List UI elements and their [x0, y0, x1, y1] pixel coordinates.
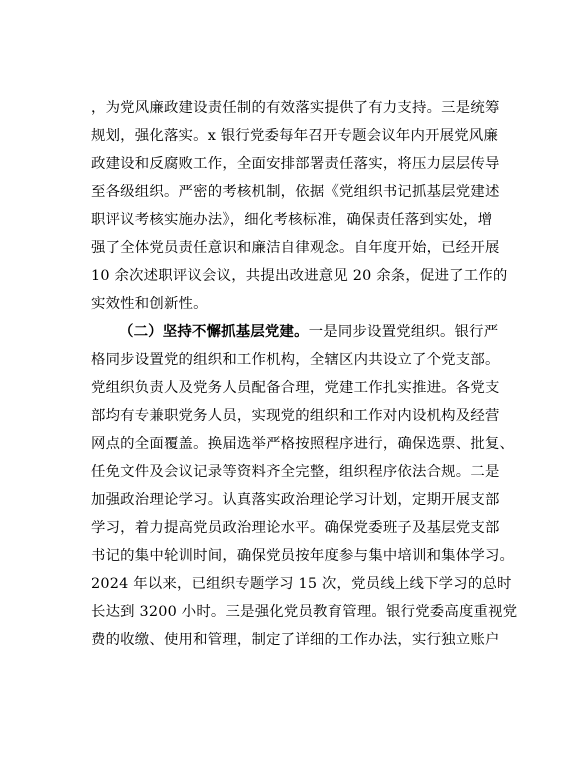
- paragraph-line: 2024 年以来，已组织专题学习 15 次，党员线上线下学习的总时: [91, 576, 512, 592]
- paragraph-line: 学习，着力提高党员政治理论水平。确保党委班子及基层党支部: [91, 520, 500, 536]
- paragraph-line: 至各级组织。严密的考核机制，依据《党组织书记抓基层党建述: [91, 184, 500, 200]
- section-heading: （二）坚持不懈抓基层党建。: [119, 323, 309, 340]
- paragraph-line: 费的收缴、使用和管理，制定了详细的工作办法，实行独立账户: [91, 632, 500, 648]
- paragraph-line: 规划，强化落实。x 银行党委每年召开专题会议年内开展党风廉: [91, 128, 499, 144]
- paragraph-line: 政建设和反腐败工作，全面安排部署责任落实，将压力层层传导: [91, 156, 500, 172]
- paragraph-text: 一是同步设置党组织。银行严: [308, 324, 499, 340]
- paragraph-line: 职评议考核实施办法》，细化考核标准，确保责任落到实处，增: [91, 212, 493, 228]
- paragraph-line: 书记的集中轮训时间，确保党员按年度参与集中培训和集体学习。: [91, 548, 515, 564]
- paragraph-line: 加强政治理论学习。认真落实政治理论学习计划，定期开展支部: [91, 492, 500, 508]
- paragraph-line: 部均有专兼职党务人员，实现党的组织和工作对内设机构及经营: [91, 408, 500, 424]
- paragraph-line: ，为党风廉政建设责任制的有效落实提供了有力支持。三是统筹: [91, 100, 500, 116]
- paragraph-line: 强了全体党员责任意识和廉洁自律观念。自年度开始，已经开展: [91, 240, 500, 256]
- paragraph-line: 实效性和创新性。: [91, 296, 208, 312]
- paragraph-line: 长达到 3200 小时。三是强化党员教育管理。银行党委高度重视党: [91, 604, 518, 620]
- paragraph-line: 10 余次述职评议会议，共提出改进意见 20 余条，促进了工作的: [91, 268, 508, 284]
- paragraph-line: 党组织负责人及党务人员配备合理，党建工作扎实推进。各党支: [91, 380, 500, 396]
- paragraph-line: 格同步设置党的组织和工作机构，全辖区内共设立了个党支部。: [91, 352, 500, 368]
- paragraph-line: 网点的全面覆盖。换届选举严格按照程序进行，确保选票、批复、: [91, 436, 515, 452]
- section-heading-line: [119, 322, 511, 342]
- paragraph-line: 任免文件及会议记录等资料齐全完整，组织程序依法合规。二是: [91, 464, 500, 480]
